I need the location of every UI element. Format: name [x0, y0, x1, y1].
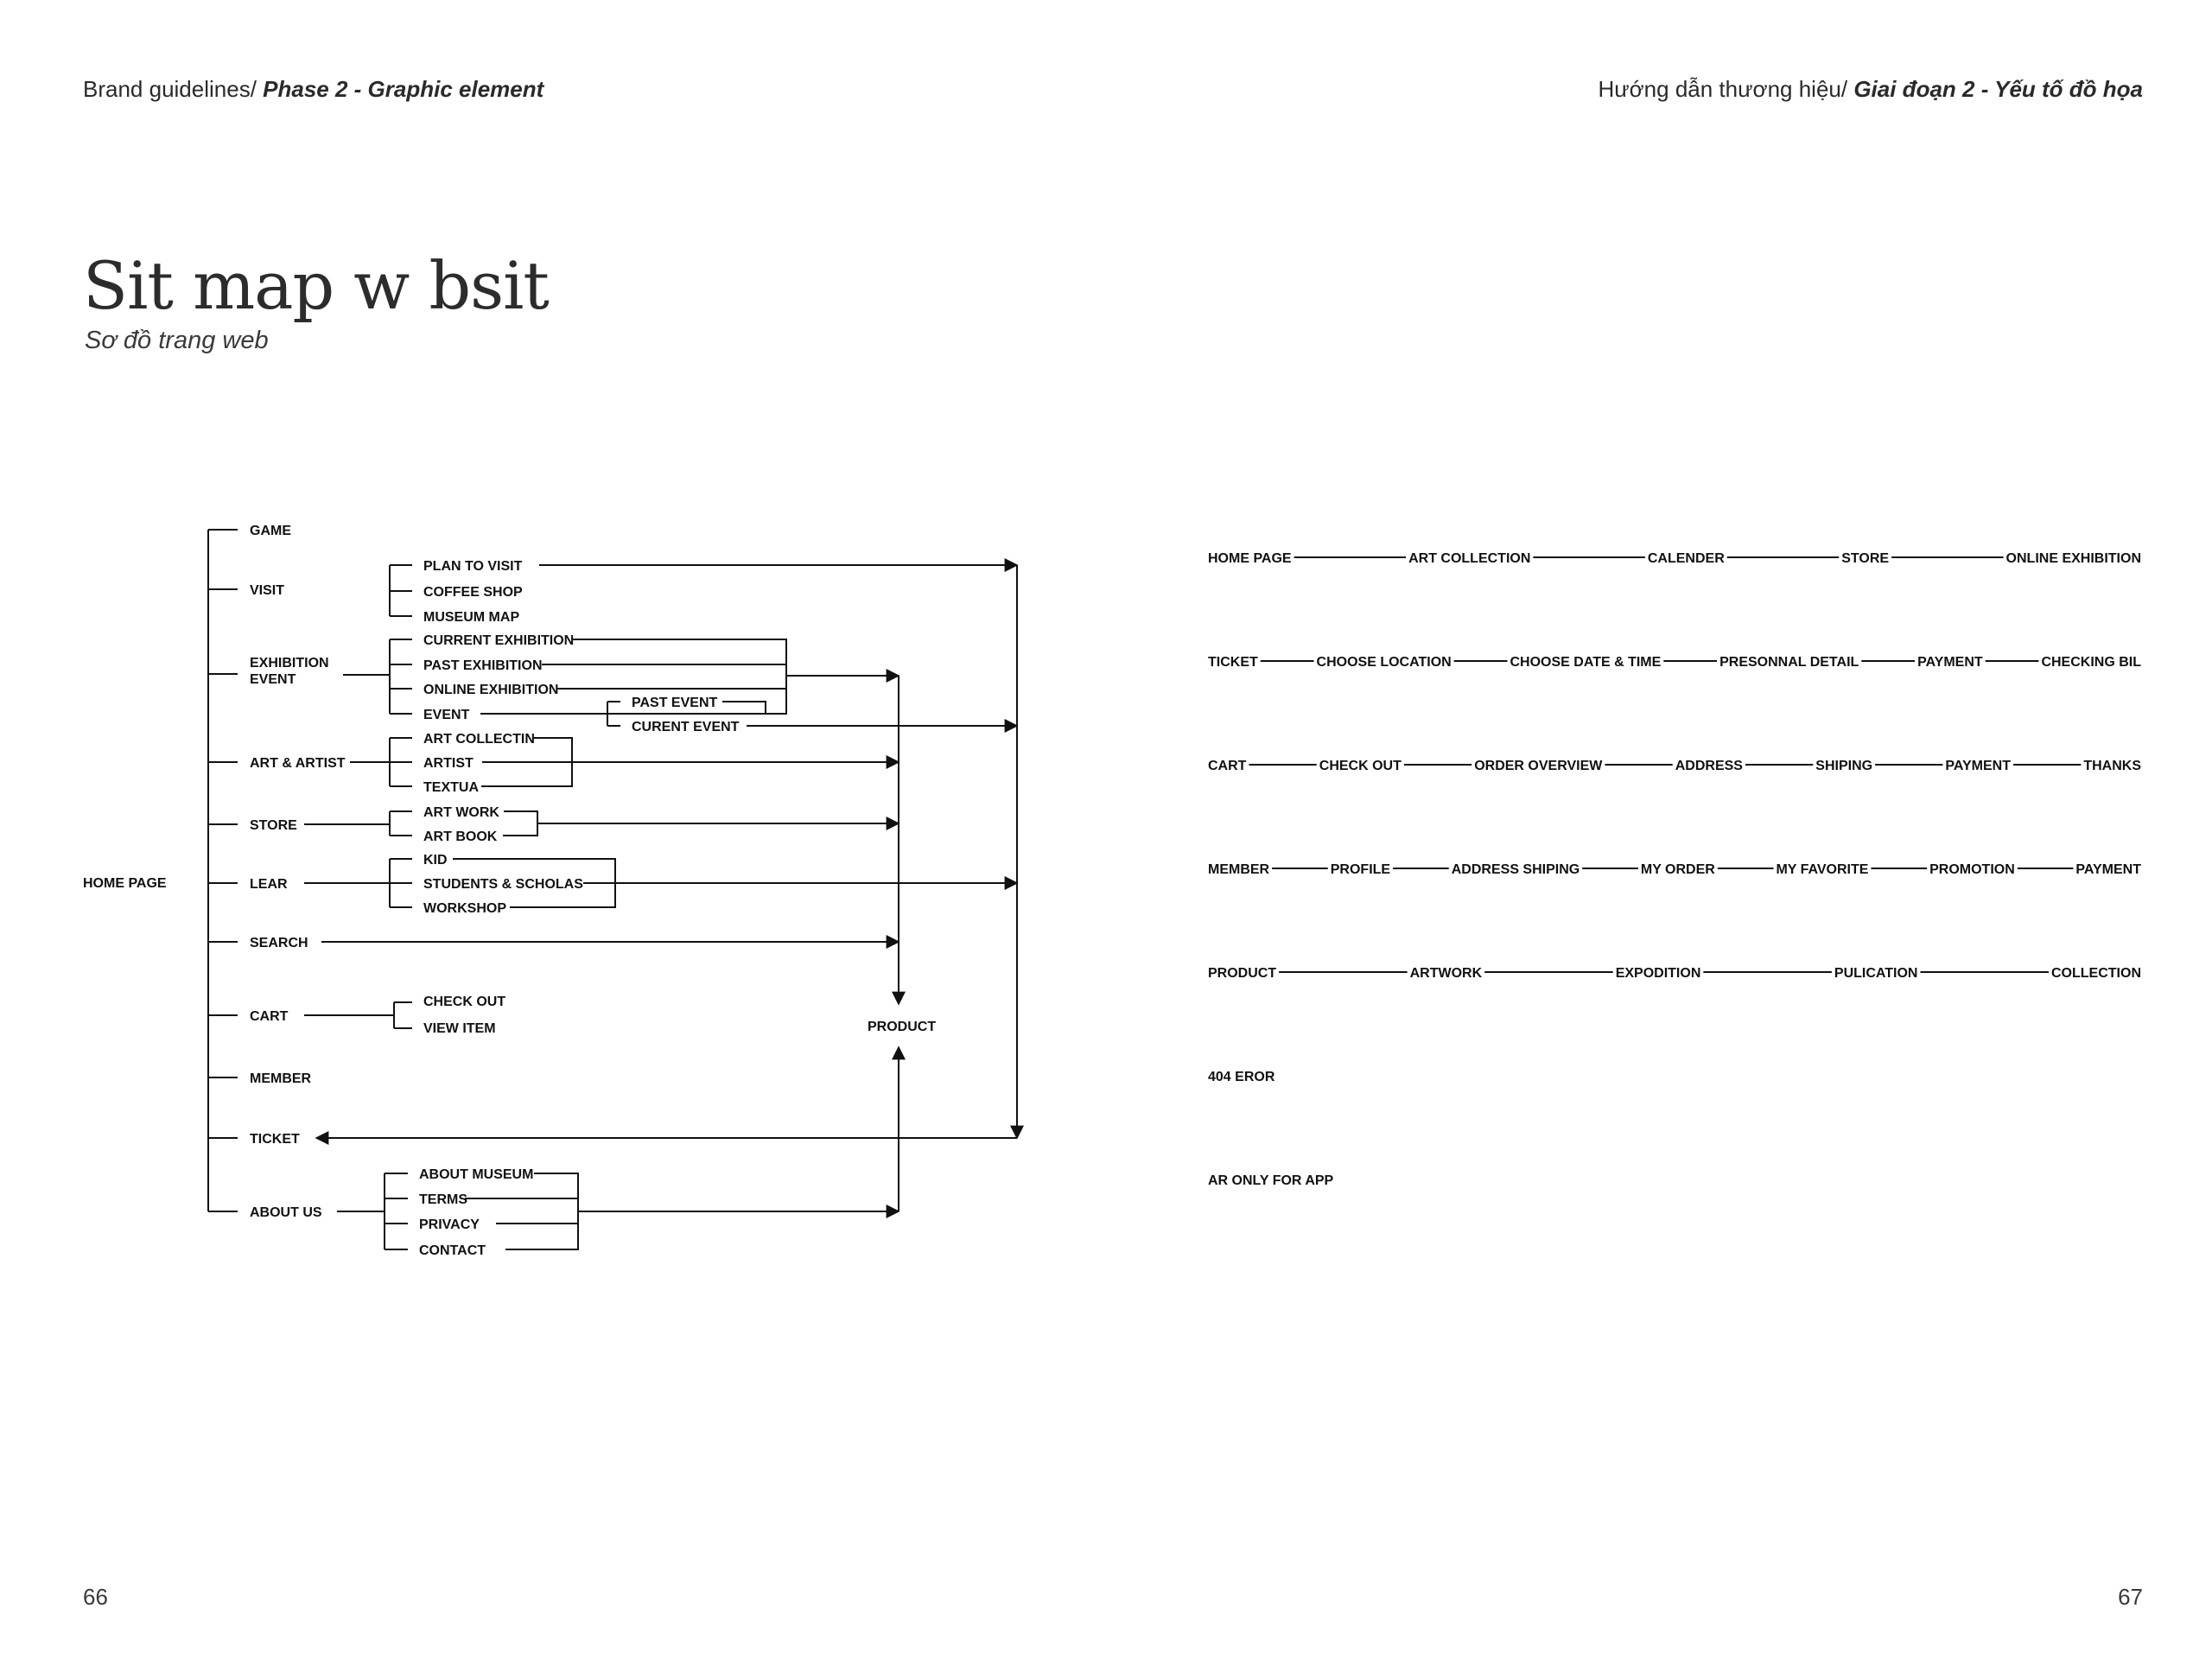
flow-node: 404 EROR — [1208, 1070, 1275, 1084]
node-art-work: ART WORK — [423, 805, 499, 820]
page-title: Sit map w bsit — [83, 247, 549, 324]
flow-node: PAYMENT — [2075, 862, 2141, 877]
flow-node: ART COLLECTION — [1408, 551, 1531, 566]
flow-node: STORE — [1841, 551, 1890, 566]
flow-node: HOME PAGE — [1208, 551, 1292, 566]
node-past-exhibition: PAST EXHIBITION — [423, 658, 543, 673]
flow-node: PULICATION — [1834, 966, 1918, 981]
header-right-prefix: Hướng dẫn thương hiệu/ — [1598, 76, 1848, 102]
node-past-event: PAST EVENT — [632, 696, 718, 710]
node-home-page: HOME PAGE — [83, 876, 167, 891]
node-about-us: ABOUT US — [250, 1205, 322, 1220]
header-left-prefix: Brand guidelines/ — [83, 76, 257, 102]
node-art-collectin: ART COLLECTIN — [423, 732, 535, 747]
flow-node: MY ORDER — [1640, 862, 1715, 877]
node-art-artist: ART & ARTIST — [250, 756, 346, 771]
node-artist: ARTIST — [423, 756, 474, 771]
flow-node: PRESONNAL DETAIL — [1719, 655, 1859, 670]
node-current-exhibition: CURRENT EXHIBITION — [423, 633, 575, 648]
node-event: EVENT — [423, 708, 470, 722]
node-terms: TERMS — [419, 1192, 467, 1207]
flow-node: AR ONLY FOR APP — [1208, 1173, 1334, 1188]
node-curent-event: CURENT EVENT — [632, 720, 740, 734]
flow-node: MY FAVORITE — [1776, 862, 1869, 877]
flow-rows — [1208, 551, 2141, 1188]
node-exhibition-event: EVENT — [250, 672, 296, 687]
flow-node: ONLINE EXHIBITION — [2005, 551, 2141, 566]
flow-node: CHECKING BIL — [2041, 655, 2141, 670]
node-product: PRODUCT — [868, 1020, 937, 1034]
node-lear: LEAR — [250, 877, 288, 892]
node-plan-to-visit: PLAN TO VISIT — [423, 559, 523, 574]
flow-node: ADDRESS SHIPING — [1451, 862, 1580, 877]
node-visit: VISIT — [250, 583, 285, 598]
page-number-right: 67 — [2118, 1584, 2143, 1610]
flow-node: CALENDER — [1647, 551, 1725, 566]
flow-node: PAYMENT — [1945, 759, 2011, 773]
flow-node: ORDER OVERVIEW — [1474, 759, 1603, 773]
node-game: GAME — [250, 524, 291, 538]
node-check-out: CHECK OUT — [423, 995, 506, 1009]
node-search: SEARCH — [250, 936, 308, 950]
node-view-item: VIEW ITEM — [423, 1021, 496, 1036]
node-member: MEMBER — [250, 1071, 312, 1086]
node-store: STORE — [250, 818, 297, 833]
node-about-museum: ABOUT MUSEUM — [419, 1167, 534, 1182]
node-kid: KID — [423, 853, 448, 868]
flow-node: MEMBER — [1208, 862, 1270, 877]
flow-node: ARTWORK — [1409, 966, 1483, 981]
header-left-bold: Phase 2 - Graphic element — [263, 76, 544, 102]
flow-node: CHOOSE DATE & TIME — [1510, 655, 1662, 670]
node-textua: TEXTUA — [423, 780, 479, 795]
flow-node: CART — [1208, 759, 1247, 773]
node-exhibition: EXHIBITION — [250, 656, 329, 671]
header-right-bold: Giai đoạn 2 - Yếu tố đồ họa — [1853, 76, 2143, 102]
node-ticket: TICKET — [250, 1132, 300, 1147]
flow-node: SHIPING — [1815, 759, 1873, 773]
node-privacy: PRIVACY — [419, 1217, 480, 1232]
page-subtitle: Sơ đồ trang web — [85, 327, 269, 354]
flow-node: PROMOTION — [1929, 862, 2015, 877]
flow-node: EXPODITION — [1615, 966, 1701, 981]
node-museum-map: MUSEUM MAP — [423, 610, 520, 625]
flow-node: PROFILE — [1330, 862, 1391, 877]
flow-node: PRODUCT — [1208, 966, 1277, 981]
flow-node: ADDRESS — [1675, 759, 1743, 773]
flow-node: TICKET — [1208, 655, 1258, 670]
node-workshop: WORKSHOP — [423, 901, 506, 916]
flow-node: PAYMENT — [1917, 655, 1983, 670]
node-online-exhibition: ONLINE EXHIBITION — [423, 683, 559, 697]
flow-node: CHECK OUT — [1319, 759, 1402, 773]
flow-node: CHOOSE LOCATION — [1316, 655, 1452, 670]
flow-node: THANKS — [2083, 759, 2141, 773]
flow-node: COLLECTION — [2051, 966, 2141, 981]
node-students-scholas: STUDENTS & SCHOLAS — [423, 877, 583, 892]
node-cart: CART — [250, 1009, 289, 1024]
page-number-left: 66 — [83, 1584, 108, 1610]
node-art-book: ART BOOK — [423, 830, 498, 844]
node-coffee-shop: COFFEE SHOP — [423, 585, 523, 600]
node-contact: CONTACT — [419, 1243, 486, 1258]
